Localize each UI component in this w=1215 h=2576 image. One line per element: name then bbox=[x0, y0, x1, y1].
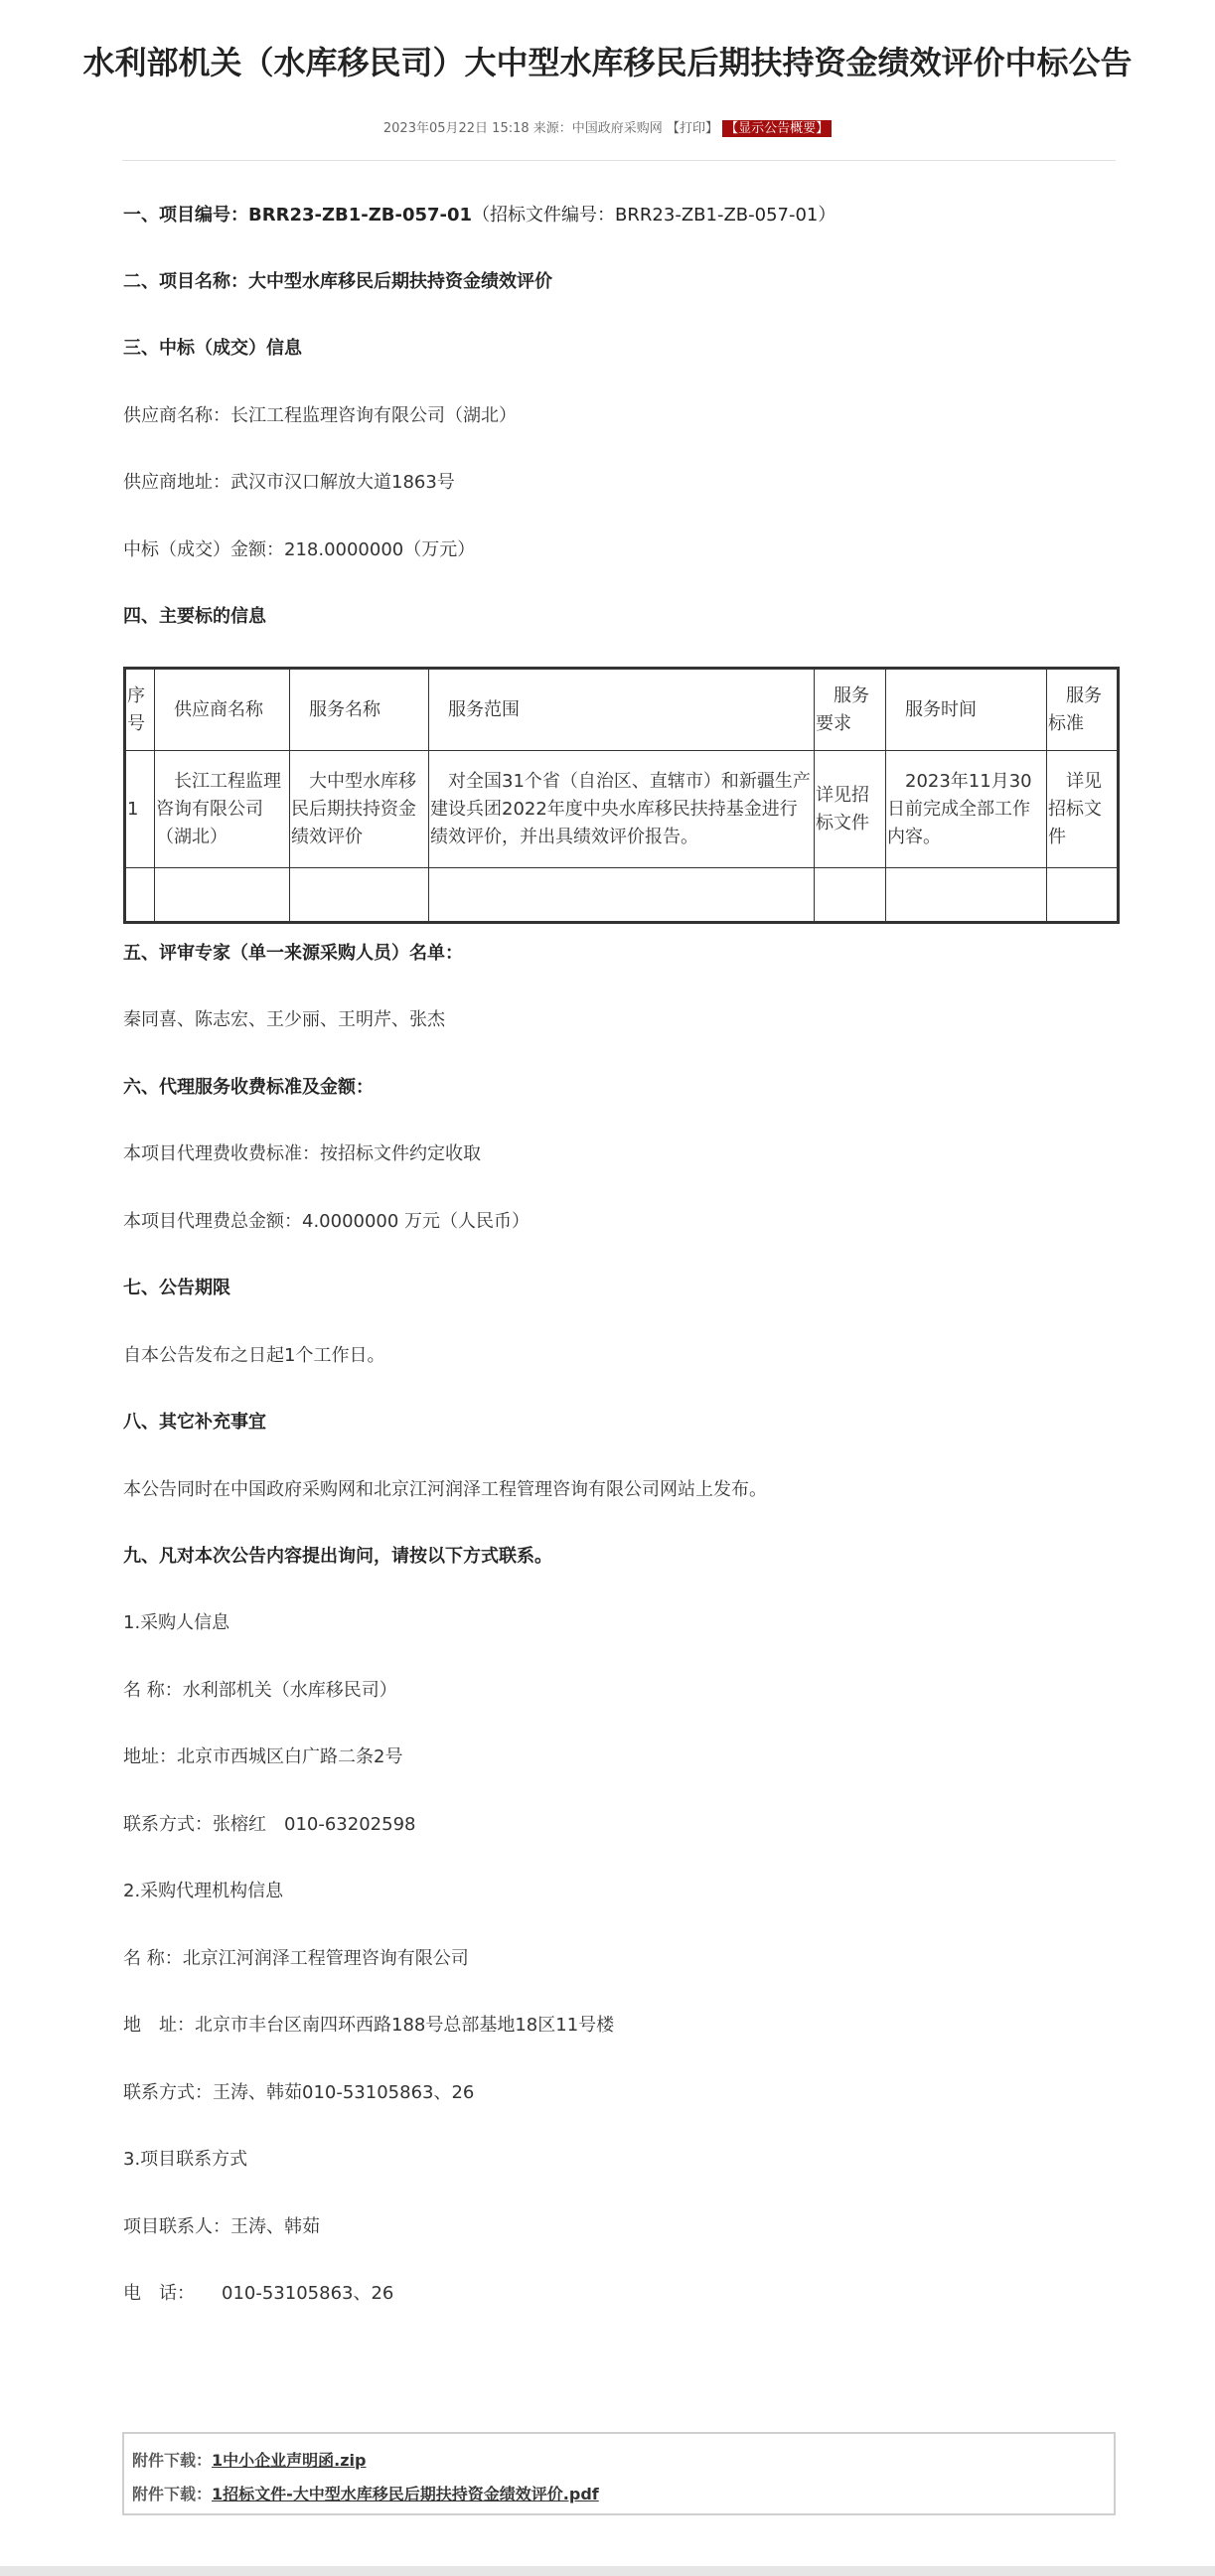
section-5-heading: 五、评审专家（单一来源采购人员）名单： bbox=[123, 943, 463, 964]
table-cell bbox=[886, 868, 1047, 923]
table-cell: 2023年11月30日前完成全部工作内容。 bbox=[886, 751, 1047, 868]
section-6-heading: 六、代理服务收费标准及金额： bbox=[123, 1077, 374, 1098]
agency-name: 名 称：北京江河润泽工程管理咨询有限公司 bbox=[123, 1948, 469, 1969]
table-cell bbox=[155, 868, 290, 923]
section-2-label: 二、项目名称： bbox=[123, 271, 248, 292]
table-cell bbox=[1047, 868, 1119, 923]
table-header-row bbox=[125, 669, 1119, 751]
table-cell: 长江工程监理咨询有限公司（湖北） bbox=[155, 751, 290, 868]
section-8-heading: 八、其它补充事宜 bbox=[123, 1412, 266, 1433]
section-1-project-code bbox=[123, 203, 835, 228]
table-header-cell: 服务标准 bbox=[1047, 669, 1119, 751]
tender-doc-code: （招标文件编号：BRR23-ZB1-ZB-057-01） bbox=[472, 205, 836, 226]
award-table bbox=[123, 667, 1120, 924]
expert-list: 秦同喜、陈志宏、王少丽、王明芹、张杰 bbox=[123, 1009, 445, 1030]
purchaser-info-title: 1.采购人信息 bbox=[123, 1612, 230, 1633]
attachment-label: 附件下载： bbox=[132, 2485, 213, 2503]
table-header-cell: 服务时间 bbox=[886, 669, 1047, 751]
project-contact-phone: 电 话： 010-53105863、26 bbox=[123, 2283, 394, 2304]
announcement-period: 自本公告发布之日起1个工作日。 bbox=[123, 1345, 385, 1366]
project-contact-title: 3.项目联系方式 bbox=[123, 2149, 248, 2170]
table-cell: 大中型水库移民后期扶持资金绩效评价 bbox=[290, 751, 429, 868]
table-cell: 详见招标文件 bbox=[815, 751, 886, 868]
attachment-row bbox=[132, 2448, 366, 2471]
attachment-label: 附件下载： bbox=[132, 2451, 213, 2470]
supplement-text: 本公告同时在中国政府采购网和北京江河润泽工程管理咨询有限公司网站上发布。 bbox=[123, 1479, 767, 1500]
purchaser-name: 名 称：水利部机关（水库移民司） bbox=[123, 1680, 397, 1701]
supplier-address: 供应商地址：武汉市汉口解放大道1863号 bbox=[123, 472, 455, 493]
supplier-name: 供应商名称：长江工程监理咨询有限公司（湖北） bbox=[123, 405, 517, 426]
table-cell bbox=[429, 868, 815, 923]
table-cell: 1 bbox=[125, 751, 155, 868]
table-header-cell: 服务名称 bbox=[290, 669, 429, 751]
source-label: 来源： bbox=[532, 121, 572, 136]
attachment-box bbox=[122, 2432, 1116, 2515]
header-divider bbox=[122, 160, 1116, 161]
page-title: 水利部机关（水库移民司）大中型水库移民后期扶持资金绩效评价中标公告 bbox=[82, 44, 1133, 81]
award-amount: 中标（成交）金额：218.0000000（万元） bbox=[123, 539, 476, 560]
table-cell: 详见招标文件 bbox=[1047, 751, 1119, 868]
section-2-project-name bbox=[123, 269, 552, 295]
table-cell bbox=[290, 868, 429, 923]
agency-fee-standard: 本项目代理费收费标准：按招标文件约定收取 bbox=[123, 1143, 481, 1164]
section-7-heading: 七、公告期限 bbox=[123, 1278, 230, 1298]
section-3-heading: 三、中标（成交）信息 bbox=[123, 338, 302, 359]
publish-date: 2023年05月22日 15:18 bbox=[382, 121, 530, 136]
table-empty-row bbox=[125, 868, 1119, 923]
purchaser-contact: 联系方式：张榕红 010-63202598 bbox=[123, 1814, 416, 1835]
attachment-link-2[interactable]: 1招标文件-大中型水库移民后期扶持资金绩效评价.pdf bbox=[212, 2485, 599, 2503]
page-footer-bar bbox=[0, 2566, 1215, 2576]
purchaser-address: 地址：北京市西城区白广路二条2号 bbox=[123, 1746, 403, 1767]
project-code: BRR23-ZB1-ZB-057-01 bbox=[248, 205, 473, 226]
agency-address: 地 址：北京市丰台区南四环西路188号总部基地18区11号楼 bbox=[123, 2015, 615, 2036]
section-1-label: 一、项目编号： bbox=[123, 205, 248, 226]
agency-fee-total: 本项目代理费总金额：4.0000000 万元（人民币） bbox=[123, 1211, 531, 1232]
table-cell bbox=[125, 868, 155, 923]
agency-contact: 联系方式：王涛、韩茹010-53105863、26 bbox=[123, 2082, 475, 2103]
table-header-cell: 供应商名称 bbox=[155, 669, 290, 751]
section-4-heading: 四、主要标的信息 bbox=[123, 606, 266, 627]
table-row bbox=[125, 751, 1119, 868]
table-cell: 对全国31个省（自治区、直辖市）和新疆生产建设兵团2022年度中央水库移民扶持基金进行绩效评价，并出具绩效评价报告。 bbox=[429, 751, 815, 868]
show-summary-button[interactable]: 【显示公告概要】 bbox=[722, 120, 832, 137]
table-cell bbox=[815, 868, 886, 923]
meta-line bbox=[0, 117, 1215, 136]
table-header-cell: 服务要求 bbox=[815, 669, 886, 751]
project-contact-person: 项目联系人：王涛、韩茹 bbox=[123, 2216, 320, 2237]
table-header-cell: 序号 bbox=[125, 669, 155, 751]
project-name: 大中型水库移民后期扶持资金绩效评价 bbox=[248, 271, 552, 292]
source-name: 中国政府采购网 bbox=[571, 121, 663, 136]
table-header-cell: 服务范围 bbox=[429, 669, 815, 751]
attachment-row bbox=[132, 2482, 599, 2504]
print-button[interactable]: 【打印】 bbox=[666, 121, 718, 136]
agency-info-title: 2.采购代理机构信息 bbox=[123, 1881, 284, 1901]
section-9-heading: 九、凡对本次公告内容提出询问，请按以下方式联系。 bbox=[123, 1546, 552, 1567]
attachment-link-1[interactable]: 1中小企业声明函.zip bbox=[212, 2451, 367, 2470]
